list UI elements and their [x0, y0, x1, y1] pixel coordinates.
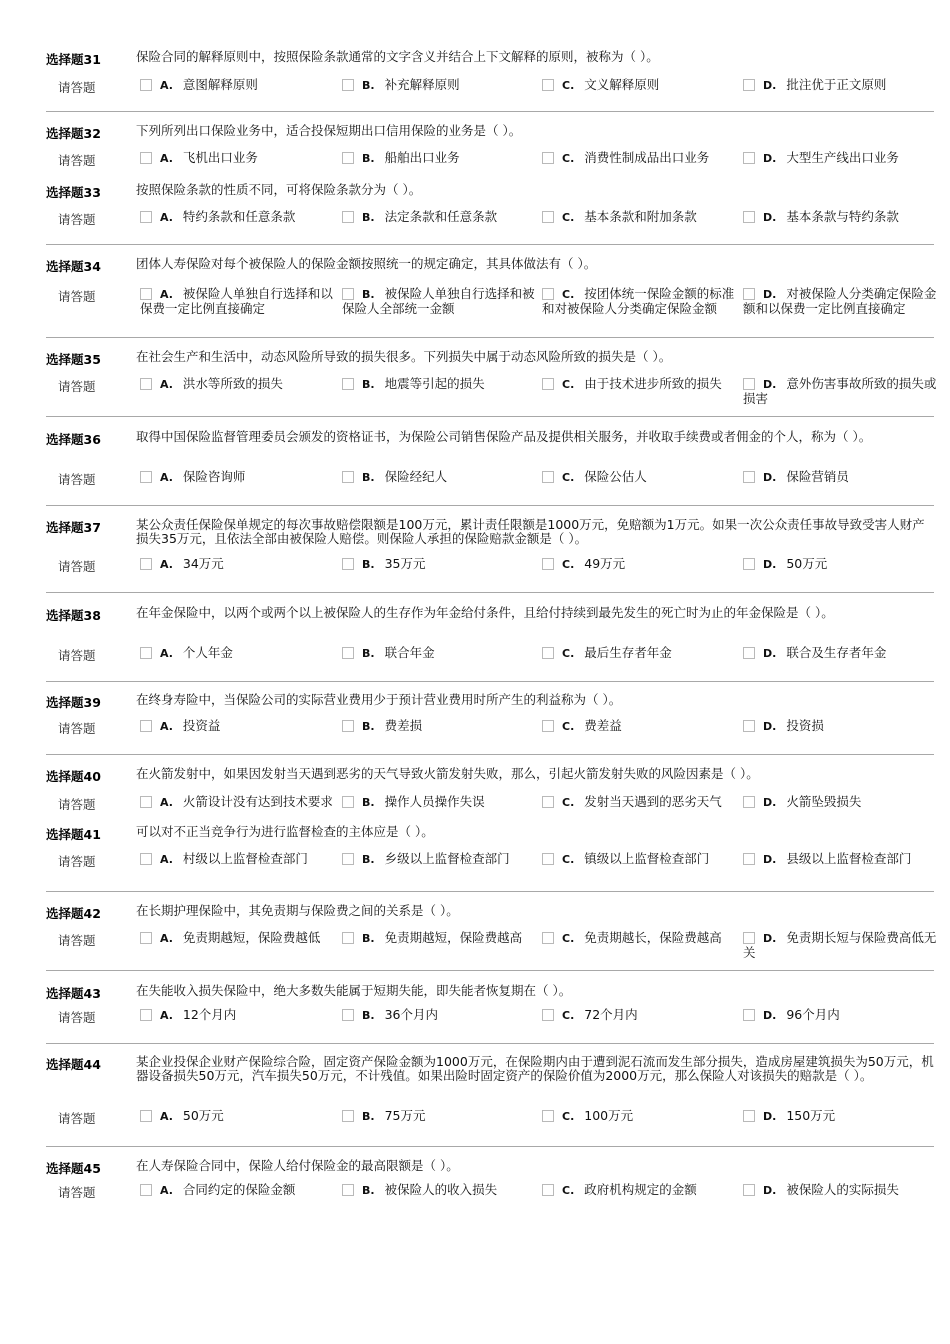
option-letter: B.: [362, 932, 375, 945]
option-checkbox[interactable]: [542, 288, 554, 300]
option-b[interactable]: [342, 1183, 542, 1198]
option-b[interactable]: [342, 377, 542, 392]
option-letter: B.: [362, 558, 375, 571]
question-number: 选择题45: [46, 1161, 101, 1176]
separator-line: [46, 1043, 934, 1044]
option-checkbox[interactable]: [542, 211, 554, 223]
option-letter: D.: [763, 378, 777, 391]
option-letter: D.: [763, 1009, 777, 1022]
option-checkbox[interactable]: [743, 1110, 755, 1122]
option-c[interactable]: [542, 1183, 742, 1198]
option-checkbox[interactable]: [542, 853, 554, 865]
option-checkbox[interactable]: [743, 79, 755, 91]
option-c[interactable]: [542, 1109, 742, 1124]
option-a[interactable]: [140, 1008, 340, 1023]
option-checkbox[interactable]: [342, 152, 354, 164]
answer-prompt: 请答题: [58, 648, 96, 663]
option-text: 合同约定的保险金额: [182, 1182, 296, 1197]
answer-prompt: 请答题: [58, 797, 96, 812]
option-text: 36个月内: [384, 1007, 438, 1022]
option-checkbox[interactable]: [342, 647, 354, 659]
option-checkbox[interactable]: [140, 1110, 152, 1122]
option-c[interactable]: [542, 795, 742, 810]
option-checkbox[interactable]: [342, 211, 354, 223]
option-checkbox[interactable]: [140, 647, 152, 659]
option-checkbox[interactable]: [743, 378, 755, 390]
option-checkbox[interactable]: [140, 558, 152, 570]
question-text: 在人寿保险合同中，保险人给付保险金的最高限额是（ ）。: [136, 1158, 459, 1173]
option-b[interactable]: [342, 931, 542, 946]
option-letter: D.: [763, 211, 777, 224]
option-checkbox[interactable]: [542, 152, 554, 164]
option-letter: D.: [763, 1110, 777, 1123]
option-checkbox[interactable]: [743, 152, 755, 164]
option-text: 保险咨询师: [182, 469, 246, 484]
option-text: 35万元: [384, 556, 426, 571]
option-checkbox[interactable]: [140, 720, 152, 732]
option-text: 地震等引起的损失: [384, 376, 485, 391]
option-letter: B.: [362, 720, 375, 733]
option-text: 法定条款和任意条款: [384, 209, 498, 224]
option-text: 船舶出口业务: [384, 150, 460, 165]
question-number: 选择题43: [46, 986, 101, 1001]
question-number: 选择题39: [46, 695, 101, 710]
separator-line: [46, 891, 934, 892]
answer-prompt: 请答题: [58, 1010, 96, 1025]
option-text: 大型生产线出口业务: [786, 150, 899, 165]
option-letter: D.: [763, 647, 777, 660]
option-letter: D.: [763, 796, 777, 809]
answer-prompt: 请答题: [58, 559, 96, 574]
option-letter: B.: [362, 853, 375, 866]
option-letter: C.: [562, 932, 575, 945]
option-a[interactable]: [140, 931, 340, 946]
option-letter: D.: [763, 853, 777, 866]
option-text: 投资损: [786, 718, 824, 733]
option-letter: C.: [562, 1184, 575, 1197]
option-text: 批注优于正文原则: [786, 77, 887, 92]
option-a[interactable]: [140, 795, 340, 810]
answer-prompt: 请答题: [58, 80, 96, 95]
option-d[interactable]: [743, 287, 943, 316]
option-checkbox[interactable]: [342, 378, 354, 390]
option-letter: A.: [160, 79, 173, 92]
option-text: 火箭设计没有达到技术要求: [182, 794, 333, 809]
option-checkbox[interactable]: [743, 647, 755, 659]
option-letter: D.: [763, 720, 777, 733]
question-text: 在失能收入损失保险中，绝大多数失能属于短期失能，即失能者恢复期在（ ）。: [136, 983, 572, 998]
option-letter: C.: [562, 720, 575, 733]
option-text: 消费性制成品出口业务: [584, 150, 710, 165]
option-b[interactable]: [342, 78, 542, 93]
option-d[interactable]: [743, 78, 943, 93]
separator-line: [46, 111, 934, 112]
answer-prompt: 请答题: [58, 212, 96, 227]
option-checkbox[interactable]: [542, 1184, 554, 1196]
option-letter: A.: [160, 288, 173, 301]
question-number: 选择题31: [46, 52, 101, 67]
question-text: 下列所列出口保险业务中，适合投保短期出口信用保险的业务是（ ）。: [136, 123, 522, 138]
option-checkbox[interactable]: [342, 471, 354, 483]
option-text: 基本条款和附加条款: [584, 209, 697, 224]
option-text: 乡级以上监督检查部门: [384, 851, 510, 866]
option-text: 100万元: [584, 1108, 634, 1123]
option-text: 意图解释原则: [182, 77, 258, 92]
separator-line: [46, 244, 934, 245]
question-number: 选择题34: [46, 259, 101, 274]
option-checkbox[interactable]: [140, 288, 152, 300]
option-text: 被保险人的收入损失: [384, 1182, 498, 1197]
option-checkbox[interactable]: [140, 1184, 152, 1196]
option-a[interactable]: [140, 151, 340, 166]
option-text: 保险营销员: [786, 469, 849, 484]
option-a[interactable]: [140, 470, 340, 485]
option-letter: D.: [763, 79, 777, 92]
answer-prompt: 请答题: [58, 153, 96, 168]
option-checkbox[interactable]: [342, 853, 354, 865]
option-text: 操作人员操作失误: [384, 794, 485, 809]
option-text: 飞机出口业务: [182, 150, 258, 165]
option-text: 50万元: [786, 556, 828, 571]
option-letter: B.: [362, 1110, 375, 1123]
option-text: 被保险人的实际损失: [786, 1182, 899, 1197]
option-letter: C.: [562, 853, 575, 866]
option-letter: B.: [362, 79, 375, 92]
option-text: 保险公估人: [584, 469, 647, 484]
option-text: 50万元: [182, 1108, 224, 1123]
option-checkbox[interactable]: [542, 558, 554, 570]
option-checkbox[interactable]: [140, 1009, 152, 1021]
option-b[interactable]: [342, 795, 542, 810]
option-text: 对被保险人分类确定保险金额和以保费一定比例直接确定: [743, 286, 937, 316]
separator-line: [46, 970, 934, 971]
option-letter: C.: [562, 378, 575, 391]
separator-line: [46, 337, 934, 338]
option-checkbox[interactable]: [140, 79, 152, 91]
separator-line: [46, 592, 934, 593]
option-text: 72个月内: [584, 1007, 638, 1022]
option-letter: A.: [160, 1110, 173, 1123]
option-checkbox[interactable]: [743, 1184, 755, 1196]
option-letter: D.: [763, 152, 777, 165]
option-checkbox[interactable]: [140, 152, 152, 164]
option-text: 免责期越短，保险费越低: [182, 930, 321, 945]
option-text: 75万元: [384, 1108, 426, 1123]
option-c[interactable]: [542, 852, 742, 867]
answer-prompt: 请答题: [58, 854, 96, 869]
option-text: 保险经纪人: [384, 469, 448, 484]
option-checkbox[interactable]: [542, 79, 554, 91]
option-checkbox[interactable]: [342, 1184, 354, 1196]
option-text: 费差益: [584, 718, 622, 733]
option-c[interactable]: [542, 470, 742, 485]
option-text: 免责期越长，保险费越高: [584, 930, 722, 945]
question-text: 在终身寿险中，当保险公司的实际营业费用少于预计营业费用时所产生的利益称为（ ）。: [136, 692, 622, 707]
option-a[interactable]: [140, 646, 340, 661]
option-b[interactable]: [342, 719, 542, 734]
question-text: 某公众责任保险保单规定的每次事故赔偿限额是100万元，累计责任限额是1000万元，免赔额为1万元。如果一次公众责任事故导致受害人财产损失35万元，且依法全部由被保险人赔偿。则保险人承担的保险赔款金额是（ ）。: [136, 517, 925, 546]
question-number: 选择题40: [46, 769, 101, 784]
option-letter: D.: [763, 288, 777, 301]
option-b[interactable]: [342, 287, 542, 316]
option-checkbox[interactable]: [743, 932, 755, 944]
option-c[interactable]: [542, 646, 742, 661]
option-text: 县级以上监督检查部门: [786, 851, 912, 866]
option-text: 联合年金: [384, 645, 435, 660]
option-letter: A.: [160, 720, 173, 733]
option-checkbox[interactable]: [743, 211, 755, 223]
option-text: 特约条款和任意条款: [182, 209, 296, 224]
option-checkbox[interactable]: [743, 796, 755, 808]
option-letter: B.: [362, 211, 375, 224]
option-a[interactable]: [140, 719, 340, 734]
option-letter: B.: [362, 288, 375, 301]
option-text: 最后生存者年金: [584, 645, 672, 660]
option-text: 补充解释原则: [384, 77, 460, 92]
answer-prompt: 请答题: [58, 289, 96, 304]
option-letter: B.: [362, 471, 375, 484]
option-text: 费差损: [384, 718, 423, 733]
separator-line: [46, 416, 934, 417]
separator-line: [46, 681, 934, 682]
option-a[interactable]: [140, 210, 340, 225]
option-letter: A.: [160, 471, 173, 484]
option-d[interactable]: [743, 931, 943, 960]
question-text: 在年金保险中，以两个或两个以上被保险人的生存作为年金给付条件，且给付持续到最先发生的死亡时为止的年金保险是（ ）。: [136, 605, 834, 620]
option-letter: C.: [562, 152, 575, 165]
option-d[interactable]: [743, 377, 943, 406]
option-letter: B.: [362, 796, 375, 809]
question-text: 在长期护理保险中，其免责期与保险费之间的关系是（ ）。: [136, 903, 459, 918]
option-checkbox[interactable]: [342, 1110, 354, 1122]
option-checkbox[interactable]: [542, 932, 554, 944]
option-text: 按团体统一保险金额的标准和对被保险人分类确定保险金额: [542, 286, 735, 316]
option-c[interactable]: [542, 557, 742, 572]
option-checkbox[interactable]: [342, 1009, 354, 1021]
option-letter: B.: [362, 1184, 375, 1197]
option-checkbox[interactable]: [743, 853, 755, 865]
option-a[interactable]: [140, 377, 340, 392]
option-checkbox[interactable]: [140, 378, 152, 390]
option-text: 49万元: [584, 556, 626, 571]
option-checkbox[interactable]: [342, 720, 354, 732]
option-d[interactable]: [743, 646, 943, 661]
question-number: 选择题33: [46, 185, 101, 200]
question-number: 选择题44: [46, 1057, 101, 1072]
option-letter: A.: [160, 932, 173, 945]
option-checkbox[interactable]: [542, 471, 554, 483]
option-letter: A.: [160, 558, 173, 571]
option-checkbox[interactable]: [542, 378, 554, 390]
option-c[interactable]: [542, 931, 742, 946]
option-text: 文义解释原则: [584, 77, 660, 92]
option-text: 96个月内: [786, 1007, 840, 1022]
option-letter: D.: [763, 471, 777, 484]
option-c[interactable]: [542, 287, 742, 316]
option-text: 34万元: [182, 556, 224, 571]
option-text: 免责期越短，保险费越高: [384, 930, 523, 945]
option-checkbox[interactable]: [140, 471, 152, 483]
option-letter: A.: [160, 211, 173, 224]
option-d[interactable]: [743, 795, 943, 810]
option-letter: C.: [562, 471, 575, 484]
option-checkbox[interactable]: [743, 1009, 755, 1021]
option-letter: A.: [160, 1184, 173, 1197]
option-checkbox[interactable]: [342, 79, 354, 91]
option-text: 150万元: [786, 1108, 836, 1123]
option-checkbox[interactable]: [743, 288, 755, 300]
option-text: 洪水等所致的损失: [182, 376, 283, 391]
option-text: 火箭坠毁损失: [786, 794, 862, 809]
option-letter: D.: [763, 558, 777, 571]
answer-prompt: 请答题: [58, 933, 96, 948]
answer-prompt: 请答题: [58, 472, 96, 487]
option-letter: C.: [562, 558, 575, 571]
question-text: 取得中国保险监督管理委员会颁发的资格证书，为保险公司销售保险产品及提供相关服务，并收取手续费或者佣金的个人，称为（ ）。: [136, 429, 872, 444]
option-letter: A.: [160, 378, 173, 391]
option-b[interactable]: [342, 210, 542, 225]
option-d[interactable]: [743, 557, 943, 572]
option-text: 12个月内: [182, 1007, 237, 1022]
question-text: 可以对不正当竞争行为进行监督检查的主体应是（ ）。: [136, 824, 434, 839]
answer-prompt: 请答题: [58, 1111, 96, 1126]
option-checkbox[interactable]: [542, 647, 554, 659]
question-number: 选择题35: [46, 352, 101, 367]
option-checkbox[interactable]: [542, 1110, 554, 1122]
option-text: 个人年金: [182, 645, 233, 660]
question-text: 某企业投保企业财产保险综合险，固定资产保险金额为1000万元，在保险期内由于遭到泥石流而发生部分损失，造成房屋建筑损失为50万元，机器设备损失50万元，汽车损失50万元，不计残值。如果出险时固定资产的保险价值为2000万元，那么保险人对该损失的赔款是（ ）。: [136, 1054, 934, 1083]
answer-prompt: 请答题: [58, 379, 96, 394]
option-checkbox[interactable]: [542, 720, 554, 732]
option-checkbox[interactable]: [743, 471, 755, 483]
option-text: 意外伤害事故所致的损失或损害: [743, 376, 937, 406]
question-number: 选择题32: [46, 126, 101, 141]
option-a[interactable]: [140, 78, 340, 93]
option-letter: C.: [562, 796, 575, 809]
option-c[interactable]: [542, 151, 742, 166]
option-d[interactable]: [743, 719, 943, 734]
option-checkbox[interactable]: [140, 796, 152, 808]
option-b[interactable]: [342, 852, 542, 867]
question-text: 在火箭发射中，如果因发射当天遇到恶劣的天气导致火箭发射失败，那么，引起火箭发射失败的风险因素是（ ）。: [136, 766, 759, 781]
option-checkbox[interactable]: [342, 288, 354, 300]
option-b[interactable]: [342, 470, 542, 485]
option-d[interactable]: [743, 1183, 943, 1198]
option-text: 被保险人单独自行选择和被保险人全部统一金额: [342, 286, 535, 316]
option-letter: B.: [362, 378, 375, 391]
option-c[interactable]: [542, 78, 742, 93]
option-b[interactable]: [342, 646, 542, 661]
option-a[interactable]: [140, 1183, 340, 1198]
option-checkbox[interactable]: [342, 796, 354, 808]
option-b[interactable]: [342, 1008, 542, 1023]
option-d[interactable]: [743, 210, 943, 225]
option-d[interactable]: [743, 470, 943, 485]
option-letter: C.: [562, 1110, 575, 1123]
option-b[interactable]: [342, 1109, 542, 1124]
option-d[interactable]: [743, 1008, 943, 1023]
option-letter: C.: [562, 288, 575, 301]
option-letter: C.: [562, 1009, 575, 1022]
option-letter: A.: [160, 796, 173, 809]
separator-line: [46, 505, 934, 506]
option-checkbox[interactable]: [140, 932, 152, 944]
question-number: 选择题42: [46, 906, 101, 921]
option-letter: D.: [763, 1184, 777, 1197]
option-text: 联合及生存者年金: [786, 645, 887, 660]
option-text: 被保险人单独自行选择和以保费一定比例直接确定: [140, 286, 333, 316]
option-checkbox[interactable]: [743, 720, 755, 732]
option-checkbox[interactable]: [140, 211, 152, 223]
option-checkbox[interactable]: [743, 558, 755, 570]
option-c[interactable]: [542, 719, 742, 734]
option-letter: A.: [160, 853, 173, 866]
question-number: 选择题38: [46, 608, 101, 623]
question-number: 选择题41: [46, 827, 101, 842]
option-checkbox[interactable]: [342, 932, 354, 944]
option-text: 村级以上监督检查部门: [182, 851, 308, 866]
question-text: 按照保险条款的性质不同，可将保险条款分为（ ）。: [136, 182, 422, 197]
option-letter: D.: [763, 932, 777, 945]
option-letter: A.: [160, 1009, 173, 1022]
question-number: 选择题36: [46, 432, 101, 447]
option-letter: A.: [160, 647, 173, 660]
option-text: 镇级以上监督检查部门: [584, 851, 710, 866]
answer-prompt: 请答题: [58, 721, 96, 736]
option-letter: B.: [362, 1009, 375, 1022]
option-b[interactable]: [342, 557, 542, 572]
option-checkbox[interactable]: [140, 853, 152, 865]
option-d[interactable]: [743, 852, 943, 867]
separator-line: [46, 754, 934, 755]
option-d[interactable]: [743, 1109, 943, 1124]
option-c[interactable]: [542, 1008, 742, 1023]
option-letter: B.: [362, 647, 375, 660]
option-d[interactable]: [743, 151, 943, 166]
question-text: 团体人寿保险对每个被保险人的保险金额按照统一的规定确定，其具体做法有（ ）。: [136, 256, 597, 271]
question-text: 保险合同的解释原则中，按照保险条款通常的文字含义并结合上下文解释的原则，被称为（ ）。: [136, 49, 659, 64]
question-number: 选择题37: [46, 520, 101, 535]
option-checkbox[interactable]: [342, 558, 354, 570]
option-b[interactable]: [342, 151, 542, 166]
option-checkbox[interactable]: [542, 796, 554, 808]
question-text: 在社会生产和生活中，动态风险所导致的损失很多。下列损失中属于动态风险所致的损失是（ ）。: [136, 349, 672, 364]
option-letter: A.: [160, 152, 173, 165]
option-checkbox[interactable]: [542, 1009, 554, 1021]
option-letter: C.: [562, 79, 575, 92]
option-text: 政府机构规定的金额: [584, 1182, 697, 1197]
option-a[interactable]: [140, 1109, 340, 1124]
option-text: 免责期长短与保险费高低无关: [743, 930, 937, 960]
option-c[interactable]: [542, 377, 742, 392]
option-a[interactable]: [140, 852, 340, 867]
separator-line: [46, 1146, 934, 1147]
option-letter: C.: [562, 647, 575, 660]
option-letter: C.: [562, 211, 575, 224]
option-c[interactable]: [542, 210, 742, 225]
option-text: 由于技术进步所致的损失: [584, 376, 722, 391]
option-text: 发射当天遇到的恶劣天气: [584, 794, 722, 809]
answer-prompt: 请答题: [58, 1185, 96, 1200]
option-letter: B.: [362, 152, 375, 165]
option-a[interactable]: [140, 557, 340, 572]
option-a[interactable]: [140, 287, 340, 316]
option-text: 投资益: [182, 718, 221, 733]
option-text: 基本条款与特约条款: [786, 209, 899, 224]
